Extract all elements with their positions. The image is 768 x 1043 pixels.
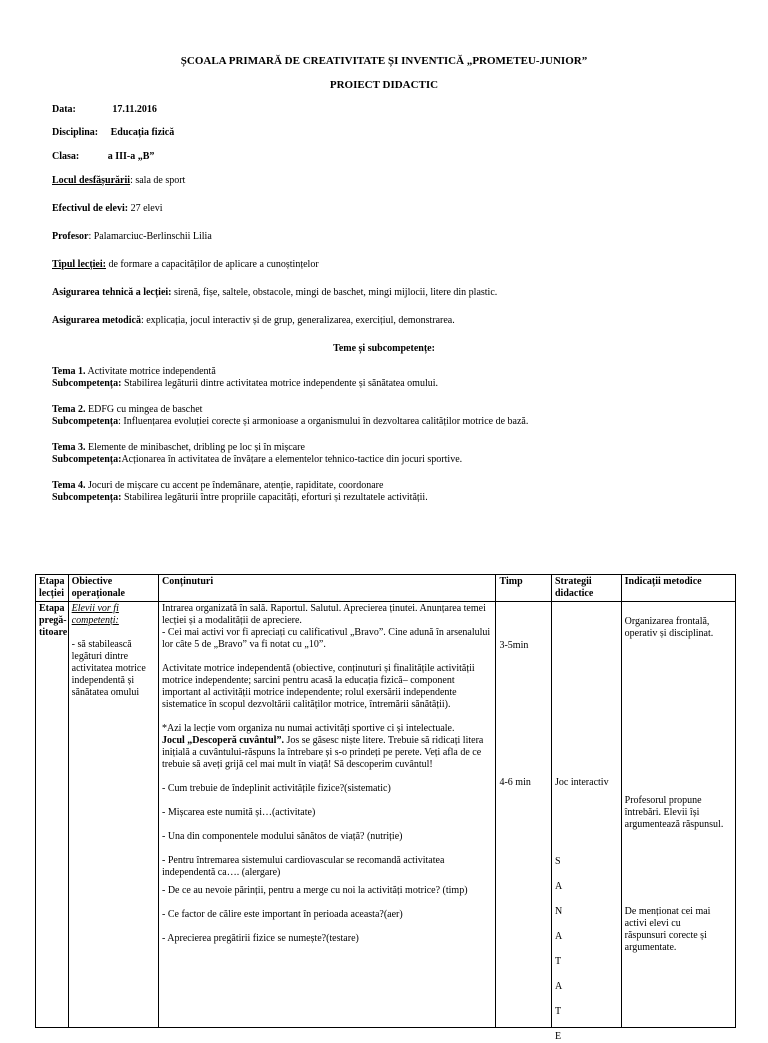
content-paragraph: Activitate motrice independentă (obiective, conținuturi și finalitățile activității motrice independente; sarcini pentru acasă la educația fizică– component important al activității motrice independente; rolul exersării independente sistematice în scopul dezvoltării calităților motrice, întremării sănătății). — [162, 663, 475, 710]
field-value: 27 elevi — [128, 203, 163, 214]
indicatii-cell — [621, 602, 735, 1028]
subcompetenta-label: Subcompetența: — [52, 492, 122, 503]
field-profesor — [52, 231, 212, 242]
strategii-cell — [551, 602, 621, 1042]
subcompetenta-text: Stabilirea legăturii între propriile capacități, eforturi și rezultatele activității. — [121, 492, 428, 503]
table-header: Indicații metodice — [621, 575, 735, 602]
table-header: Timp — [496, 575, 552, 602]
tema-text: EDFG cu mingea de baschet — [85, 404, 203, 415]
etapa-cell — [36, 602, 69, 1028]
indicatie-text: De menționat cei mai activi elevi cu răspunsuri corecte și argumentate. — [624, 906, 711, 953]
continut-cell — [159, 602, 496, 1028]
tema-label: Tema 3. — [52, 442, 86, 453]
field-tipul — [52, 259, 319, 270]
question: - De ce au nevoie părinții, pentru a merge cu noi la activități motrice? (timp) — [162, 885, 468, 896]
subcompetenta-label: Subcompetența: — [52, 454, 122, 465]
tema-text: Jocuri de mișcare cu accent pe îndemânare, atenție, rapiditate, coordonare — [85, 480, 384, 491]
field-asigurare-tehnica — [52, 287, 497, 298]
tema-label: Tema 1. — [52, 366, 86, 377]
document-title: PROIECT DIDACTIC — [329, 79, 439, 91]
letter: T — [554, 956, 562, 967]
field-value: sirenă, fișe, saltele, obstacole, mingi de baschet, mingi mijlocii, litere din plastic. — [171, 287, 498, 298]
table-header-row — [36, 575, 736, 602]
letter: A — [554, 981, 563, 992]
indicatie-text: Organizarea frontală, operativ și disciplinat. — [624, 616, 714, 639]
question: - Aprecierea pregătirii fizice se numește?(testare) — [162, 933, 359, 944]
timp-value: 3-5min — [499, 640, 529, 651]
field-value: Educația fizică — [110, 127, 175, 138]
question: - Ce factor de călire este important în perioada aceasta?(aer) — [162, 909, 403, 920]
subcompetenta-label: Subcompetența — [52, 416, 119, 427]
table-header: Obiective operaționale — [68, 575, 158, 602]
subcompetenta-text: Acționarea în activitatea de învățare a elementelor tehnico-tactice din jocuri sportive. — [121, 454, 463, 465]
content-paragraph: Intrarea organizată în sală. Raportul. Salutul. Aprecierea ținutei. Anunțarea temei lecției și a modalității de apreciere. — [162, 603, 486, 626]
field-label: Efectivul de elevi: — [52, 203, 129, 214]
table-row — [36, 602, 736, 1028]
field-label: Profesor — [52, 231, 89, 242]
field-value: 17.11.2016 — [112, 104, 157, 115]
tema-block — [52, 404, 528, 428]
field-label: Asigurarea metodică — [52, 315, 141, 326]
field-locul — [52, 175, 185, 186]
subcompetenta-text: Stabilirea legăturii dintre activitatea motrice independente și sănătatea omului. — [121, 378, 439, 389]
tema-block — [52, 366, 438, 390]
tema-text: Elemente de minibaschet, dribling pe loc și în mișcare — [85, 442, 305, 453]
question: - Pentru întremarea sistemului cardiovascular se recomandă activitatea independentă ca…. (alergare) — [162, 855, 445, 878]
field-label: Disciplina: — [52, 127, 99, 138]
game-description: Jos se găsesc niște litere. Trebuie să ridicați litera inițială a cuvântului-răspuns la întrebare și s-o prindeți pe perete. Veți afla de ce trebuie să aveți grijă cel mai mult în viață! Să descoperim cuvântul! — [162, 735, 484, 770]
field-disciplina — [52, 127, 174, 138]
game-title: Jocul „Descoperă cuvântul”. — [162, 735, 284, 746]
field-value: : explicația, jocul interactiv și de grup, generalizarea, exercițiul, demonstrarea. — [140, 315, 455, 326]
timp-cell — [496, 602, 552, 1028]
question: - Mișcarea este numită și…(activitate) — [162, 807, 316, 818]
letter: E — [554, 1031, 562, 1042]
subcompetenta-label: Subcompetența: — [52, 378, 122, 389]
field-label: Locul desfășurării — [52, 175, 131, 186]
timp-value: 4-6 min — [499, 777, 531, 788]
field-value: : Palamarciuc-Berlinschii Lilia — [88, 231, 212, 242]
letter: A — [554, 881, 563, 892]
strategy-text: Joc interactiv — [554, 777, 609, 788]
etapa-text: Etapa pregă-titoare — [39, 603, 68, 638]
letter: A — [554, 931, 563, 942]
content-paragraph — [162, 735, 492, 771]
content-paragraph: - Cei mai activi vor fi apreciați cu calificativul „Bravo”. Cine adună în arsenalului lor câte 5 de „Bravo” va fi notat cu „10”. — [162, 627, 491, 650]
table-header: Etapa lecției — [36, 575, 69, 602]
tema-label: Tema 4. — [52, 480, 86, 491]
question: - Una din componentele modului sănătos de viață? (nutriție) — [162, 831, 403, 842]
tema-label: Tema 2. — [52, 404, 86, 415]
content-paragraph: *Azi la lecție vom organiza nu numai activități sportive ci și intelectuale. — [162, 723, 455, 734]
letter: T — [554, 1006, 562, 1017]
field-label: Clasa: — [52, 151, 80, 162]
field-asigurare-metodica — [52, 315, 455, 326]
question: - Cum trebuie de îndeplinit activitățile fizice?(sistematic) — [162, 783, 391, 794]
tema-text: Activitate motrice independentă — [85, 366, 216, 377]
obiective-intro: Elevii vor fi competenți: — [71, 603, 119, 626]
field-label: Asigurarea tehnică a lecției: — [52, 287, 172, 298]
obiective-cell — [68, 602, 158, 1028]
field-value: a III-a „B” — [107, 151, 155, 162]
field-label: Data: — [52, 104, 76, 115]
tema-block — [52, 480, 428, 504]
table-header: Conținuturi — [159, 575, 496, 602]
school-name: ȘCOALA PRIMARĂ DE CREATIVITATE ȘI INVENTICĂ „PROMETEU-JUNIOR” — [180, 55, 588, 67]
letter: S — [554, 856, 561, 867]
field-efectivul — [52, 203, 163, 214]
obiective-text: - să stabilească legături dintre activitatea motrice independentă și sănătatea omului — [71, 639, 146, 698]
field-value: de formare a capacităților de aplicare a cunoștințelor — [105, 259, 319, 270]
field-clasa — [52, 151, 154, 162]
lesson-table — [35, 574, 736, 1042]
tema-block — [52, 442, 462, 466]
field-label: Tipul lecției: — [52, 259, 106, 270]
indicatie-text: Profesorul propune întrebări. Elevii își argumentează răspunsul. — [624, 795, 724, 830]
subcompetenta-text: : Influențarea evoluției corecte și armonioase a organismului în dezvoltarea calităților motrice de bază. — [118, 416, 529, 427]
field-data — [52, 104, 157, 115]
letter: N — [554, 906, 563, 917]
field-value: : sala de sport — [130, 175, 186, 186]
teme-heading: Teme și subcompetențe: — [333, 343, 435, 354]
table-header: Strategii didactice — [551, 575, 621, 602]
